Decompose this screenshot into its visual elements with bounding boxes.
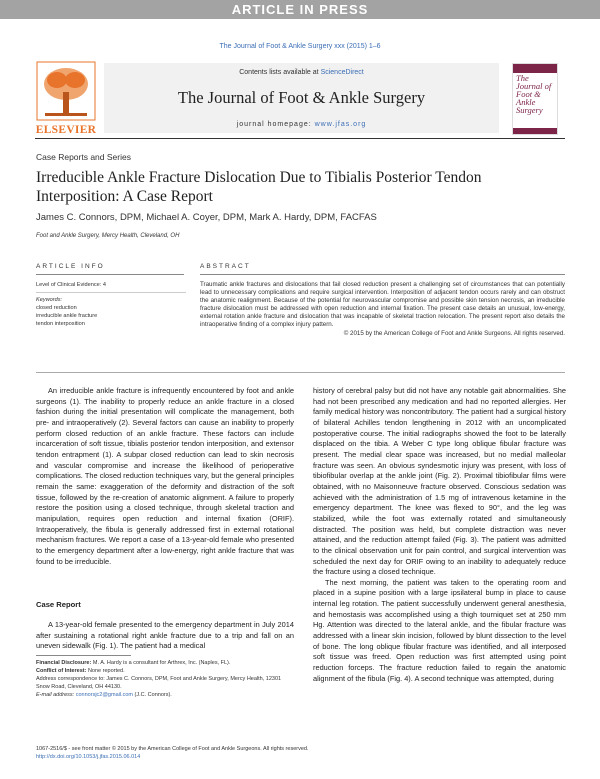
- journal-title: The Journal of Foot & Ankle Surgery: [177, 88, 426, 107]
- section-type: Case Reports and Series: [36, 152, 131, 162]
- abstract-text: Traumatic ankle fractures and dislocations that fail closed reduction present a challenging set of circumstances that can potentially lead to unnecessary complications and require surgical intervention. Interposition of adjacent tendon occurs rarely and can obstruct the anatomic realignment. Because of the potential for neurovascular compromise and possible skin tension necrosis, an irreducible fracture dislocation must be addressed with open reduction and internal fixation. The present case details an unusual, low-energy, external rotation ankle fracture and dislocation that was incapable of skeletal traction relocation. The present report also details the intraoperative finding of a complex injury pattern.: [200, 281, 565, 329]
- doi-link[interactable]: http://dx.doi.org/10.1053/j.jfas.2015.06.014: [36, 754, 141, 760]
- abstract-heading: ABSTRACT: [200, 263, 251, 270]
- conflict-text: None reported.: [86, 668, 125, 674]
- footnotes: [36, 659, 294, 699]
- keyword-item: closed reduction: [36, 305, 77, 311]
- disclosure-text: M. A. Hardy is a consultant for Arthrex, Inc. (Naples, FL).: [91, 660, 231, 666]
- history-paragraph: history of cerebral palsy but did not have any notable gait abnormalities. She had not been prescribed any medication and had no reported allergies. Her family medical history was noncontributory. The patient had a surgical history of bilateral Achilles tendon lengthening in 2012 with an uncomplicated postoperative course. The initial radiographs showed the foot to be laterally displaced on the tibia. A Weber C type long oblique fibular fracture was present. The medial clear space was increased, but no medial malleolar fracture was seen. An obvious syndesmotic injury was present, with loss of tibiofibular overlap at the ankle joint (Fig. 2). Proximal tibiofibular films were obtained, with no Maisonneuve fracture observed. Conscious sedation was achieved with the administration of 1.5 mg of intravenous ketamine in the emergency department. The knee was flexed to 90°, and the leg was stabilized, while the foot was externally rotated and simultaneously distracted. The position was held, but complete distraction was never attained, and the reduction attempt failed (Fig. 3). The patient was admitted to the clinical observation unit for pain control, and surgical intervention was scheduled the next day for ORIF owing to an inability to adequately reduce the fracture using a closed technique.: [313, 386, 566, 577]
- cover-bottom-band: [513, 128, 557, 134]
- operation-paragraph: The next morning, the patient was taken to the operating room and placed in a supine position with a large ipsilateral bump in place to cause internal leg rotation. The patient successfully underwent general anesthesia, and hemostasis was accomplished using a thigh tourniquet set at 250 mm Hg. Attention was directed to the lateral ankle, and the fibular fracture was addressed with a linear skin incision, followed by blunt dissection to the level of bone. The long oblique fibular fracture was identified, and all interposed soft tissue was freed. Open reduction was first attempted using point reduction forceps. The fracture reduction failed to regain the anatomic alignment of the fibula (Fig. 4). A second technique was attempted, during: [313, 577, 566, 683]
- evidence-level: Level of Clinical Evidence: 4: [36, 281, 186, 293]
- keywords-heading: Keywords:: [36, 297, 63, 303]
- article-info-panel: [36, 281, 186, 328]
- abstract-divider: [200, 274, 565, 275]
- conflict-of-interest: [36, 667, 294, 675]
- intro-column: [36, 386, 294, 567]
- email-link[interactable]: connorsjc2@gmail.com: [75, 692, 133, 698]
- contents-line: [104, 69, 499, 76]
- conflict-label: Conflict of Interest:: [36, 668, 87, 674]
- correspondence-address: Address correspondence to: James C. Connors, DPM, Foot and Ankle Surgery, Mercy Health, 12301 Snow Road, Cleveland, OH 44130.: [36, 676, 282, 690]
- right-column: [313, 386, 566, 684]
- abstract-body: [200, 281, 565, 338]
- article-info-heading: ARTICLE INFO: [36, 263, 105, 270]
- article-in-press-banner: ARTICLE IN PRESS: [0, 0, 600, 19]
- email-label: E-mail address:: [36, 692, 76, 698]
- contents-prefix: Contents lists available at: [239, 69, 321, 76]
- homepage-prefix: journal homepage:: [236, 121, 315, 128]
- cover-title: The Journal of Foot & Ankle Surgery: [516, 73, 552, 115]
- issn-line: 1067-2516/$ - see front matter © 2015 by the American College of Foot and Ankle Surgeons. All rights reserved.: [36, 746, 309, 752]
- publisher-name: ELSEVIER: [35, 124, 97, 136]
- abstract-copyright: © 2015 by the American College of Foot and Ankle Surgeons. All rights reserved.: [343, 329, 565, 337]
- disclosure-label: Financial Disclosure:: [36, 660, 92, 666]
- keyword-item: tendon interposition: [36, 321, 85, 327]
- email-suffix: (J.C. Connors).: [133, 692, 172, 698]
- article-authors: James C. Connors, DPM, Michael A. Coyer, DPM, Mark A. Hardy, DPM, FACFAS: [36, 212, 377, 223]
- keyword-item: irreducible ankle fracture: [36, 313, 98, 319]
- cover-top-band: [513, 64, 557, 73]
- author-affiliation: Foot and Ankle Surgery, Mercy Health, Cleveland, OH: [36, 233, 180, 239]
- case-report-heading: Case Report: [36, 600, 81, 609]
- intro-paragraph: An irreducible ankle fracture is infrequently encountered by foot and ankle surgeons (1). The inability to properly reduce an ankle fracture in a closed fashion during the initial presentation will complicate the management, both pre- and intraoperatively (2). Several factors can cause an inability to properly perform closed reduction of an ankle fracture. These factors can include incarceration of soft tissue, tibialis posterior tendon interposition, and extensor tendon entrapment (1). A subpar closed reduction can lead to skin necrosis and vascular compromise and increase the likelihood of perioperative complications. The closed reduction techniques vary, but the general principles remain the same: exaggeration of the deformity and distraction of the soft tissue, followed by the re-creation of anatomic alignment. A failure to properly restore the position using a closed technique, through skeletal traction and manipulation, requires open reduction and internal fixation (ORIF). Intraoperatively, the fibula is generally addressed first in external rotational mechanism fractures. We report a case of a 13-year-old female who presented to the emergency department after a low-energy, right ankle fracture that was found to be irreducible.: [36, 386, 294, 566]
- article-title: Irreducible Ankle Fracture Dislocation Due to Tibialis Posterior Tendon Interposition: A Case Report: [36, 169, 482, 205]
- abstract-bottom-divider: [36, 372, 565, 373]
- financial-disclosure: [36, 659, 294, 667]
- case-report-paragraph: A 13-year-old female presented to the emergency department in July 2014 after sustaining a rotational right ankle fracture due to a trip and fall on an uneven sidewalk (Fig. 1). The patient had a medical: [36, 620, 294, 651]
- footnote-divider: [36, 655, 131, 656]
- journal-homepage: [104, 121, 499, 128]
- page-footer: [36, 745, 566, 761]
- header-divider: [35, 138, 565, 139]
- article-info-divider: [36, 274, 184, 275]
- journal-cover-thumbnail: [512, 63, 558, 135]
- journal-citation[interactable]: The Journal of Foot & Ankle Surgery xxx (2015) 1–6: [219, 43, 381, 50]
- email-line: [36, 691, 294, 699]
- homepage-link[interactable]: www.jfas.org: [314, 121, 367, 128]
- sciencedirect-link[interactable]: ScienceDirect: [320, 69, 364, 76]
- case-report-left-column: [36, 620, 294, 652]
- elsevier-tree-logo: [35, 60, 97, 133]
